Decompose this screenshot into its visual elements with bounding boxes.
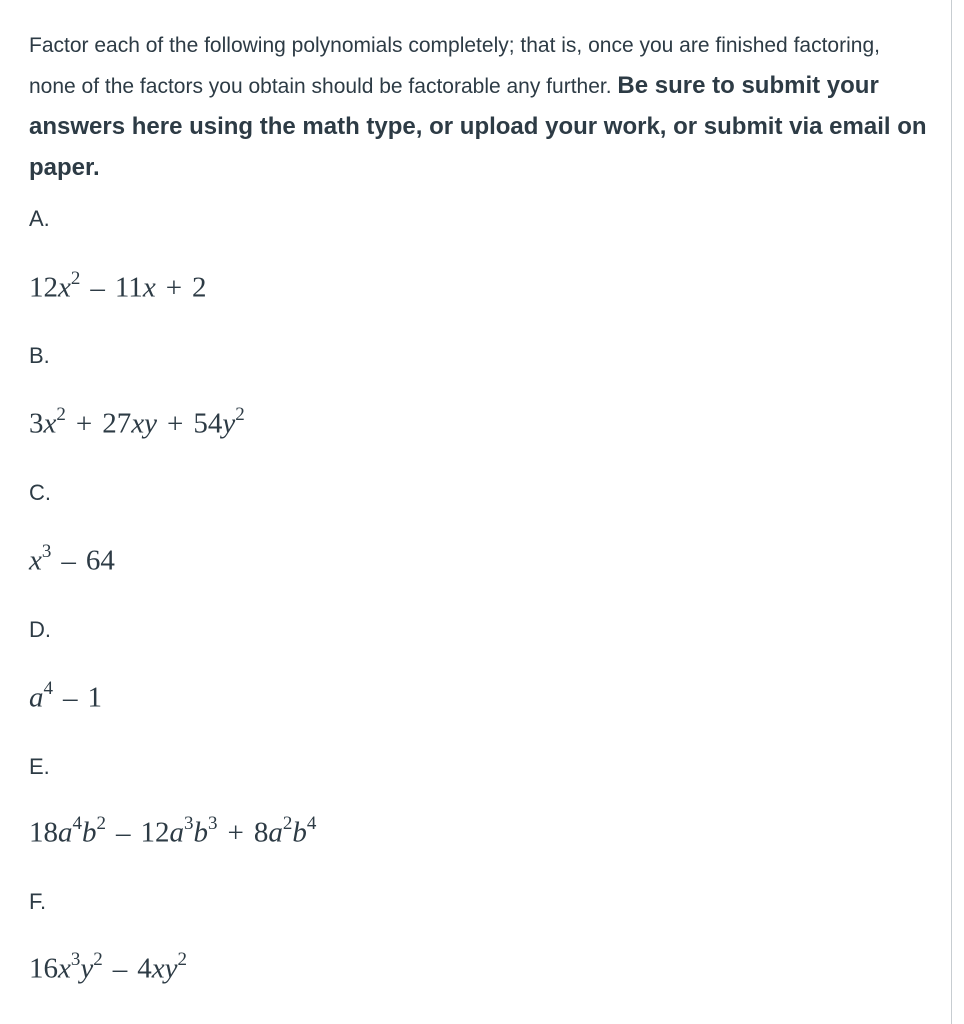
problem-label-e: E. (29, 754, 50, 779)
problem-label-d: D. (29, 617, 51, 642)
content-border (951, 0, 952, 1024)
problem-label-f: F. (29, 889, 47, 914)
problem-label-a: A. (29, 206, 50, 231)
problem-expression-f: $16x^3y^2 - 4xy^2$ (29, 949, 187, 985)
problem-expression-a: $12x^2 - 11x + 2$ (29, 268, 207, 304)
instructions-normal: Factor each of the following polynomials completely; that is, once you are finished factoring, none of the factors you obtain should be factorable any further. (29, 34, 880, 98)
instructions-bold: Be sure to submit your answers here using the math type, or upload your work, or submit via email on paper. (29, 72, 927, 181)
problem-expression-c: $x^3 - 64$ (29, 541, 115, 577)
problem-label-b: B. (29, 343, 50, 368)
problem-expression-b: $3x^2 + 27xy + 54y^2$ (29, 404, 245, 440)
problem-expression-e: $18a^4b^2 - 12a^3b^3 + 8a^2b^4$ (29, 813, 317, 849)
problem-label-c: C. (29, 480, 51, 505)
question-content (29, 26, 929, 189)
problem-expression-d: $a^4 - 1$ (29, 678, 102, 714)
instructions (29, 26, 929, 189)
